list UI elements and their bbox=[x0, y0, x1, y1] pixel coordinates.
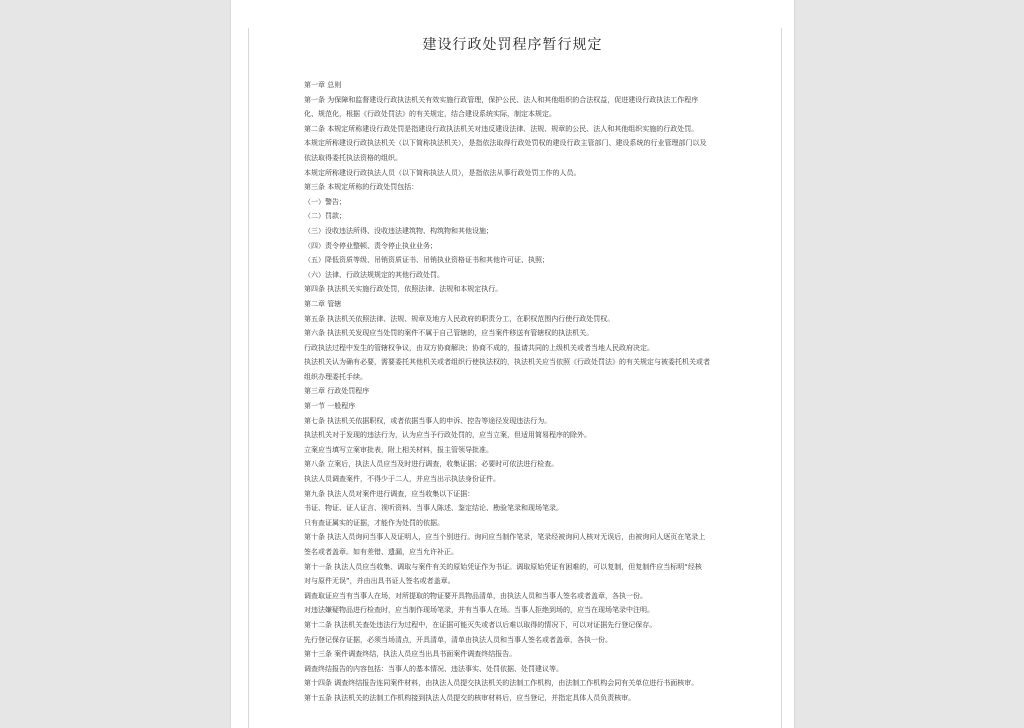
document-line: 第八条 立案后，执法人员应当及时进行调查，收集证据；必要时可依法进行检查。 bbox=[304, 460, 559, 469]
page-margin-line-left bbox=[248, 28, 249, 728]
document-line: （四）责令停业整顿、责令停止执业业务； bbox=[304, 241, 437, 250]
document-line: 第四条 执法机关实施行政处罚，依照法律、法规和本规定执行。 bbox=[304, 285, 503, 294]
document-line: 执法机关对于发现的违法行为，认为应当予行政处罚的，应当立案，但适用简易程序的除外。 bbox=[304, 431, 591, 440]
document-line: 书证、物证、证人证言、视听资料、当事人陈述、鉴定结论、勘验笔录和现场笔录。 bbox=[304, 504, 563, 513]
document-title: 建设行政处罚程序暂行规定 bbox=[422, 37, 603, 53]
document-line: 第十三条 案件调查终结，执法人员应当出具书面案件调查终结报告。 bbox=[304, 650, 517, 659]
document-line: 第十二条 执法机关查处违法行为过程中，在证据可能灭失或者以后难以取得的情况下，可以对证据先行登记保存。 bbox=[304, 620, 657, 629]
document-line: 本规定所称建设行政执法人员（以下简称执法人员），是指依法从事行政处罚工作的人员。 bbox=[304, 168, 581, 177]
document-line: 执法机关认为确有必要，需要委托其他机关或者组织行使执法权的，执法机关应当依照《行政处罚法》的有关规定与被委托机关或者 bbox=[304, 358, 710, 367]
document-line: 第十一条 执法人员应当收集、调取与案件有关的原始凭证作为书证。调取原始凭证有困难的，可以复制，但复制件应当标明“经核 bbox=[304, 562, 702, 571]
document-line: 只有查证属实的证据，才能作为处罚的依据。 bbox=[304, 518, 444, 527]
document-line: 第二条 本规定所称建设行政处罚是指建设行政执法机关对违反建设法律、法规、规章的公民、法人和其他组织实施的行政处罚。 bbox=[304, 124, 699, 133]
document-line: 第十四条 调查终结报告连同案件材料，由执法人员提交执法机关的法制工作机构，由法制工作机构会同有关单位进行书面核审。 bbox=[304, 679, 699, 688]
document-line: （二）罚款； bbox=[304, 212, 346, 221]
document-line: 第二章 管辖 bbox=[304, 299, 342, 308]
document-line: 执法人员调查案件，不得少于二人，并应当出示执法身份证件。 bbox=[304, 475, 500, 484]
document-line: 行政执法过程中发生的管辖权争议，由双方协商解决；协商不成的，报请共同的上级机关或者当地人民政府决定。 bbox=[304, 343, 654, 352]
document-line: 依法取得委托执法资格的组织。 bbox=[304, 153, 402, 162]
document-line: （五）降低资质等级、吊销资质证书、吊销执业资格证书和其他许可证、执照； bbox=[304, 256, 549, 265]
document-body bbox=[304, 78, 744, 706]
document-line: 调查取证应当有当事人在场，对所提取的物证要开具物品清单，由执法人员和当事人签名或者盖章，各执一份。 bbox=[304, 591, 647, 600]
document-line: 第十条 执法人员询问当事人及证明人，应当个别进行。询问应当制作笔录，笔录经被询问人核对无误后，由被询问人逐页在笔录上 bbox=[304, 533, 706, 542]
document-line: 调查终结报告的内容包括：当事人的基本情况、违法事实、处罚依据、处罚建议等。 bbox=[304, 664, 563, 673]
document-line: 化、规范化，根据《行政处罚法》的有关规定，结合建设系统实际，制定本规定。 bbox=[304, 110, 556, 119]
document-line: 第九条 执法人员对案件进行调查，应当收集以下证据： bbox=[304, 489, 475, 498]
document-line: 第一章 总则 bbox=[304, 81, 342, 89]
document-line: 第三章 行政处罚程序 bbox=[304, 387, 370, 396]
document-line: 第一条 为保障和监督建设行政执法机关有效实施行政管理，保护公民、法人和其他组织的合法权益，促进建设行政执法工作程序 bbox=[304, 95, 699, 104]
document-line: 第一节 一般程序 bbox=[304, 402, 356, 411]
document-line: 先行登记保存证据，必须当场清点，开具清单，清单由执法人员和当事人签名或者盖章，各执一份。 bbox=[304, 635, 612, 644]
document-line: 本规定所称建设行政执法机关（以下简称执法机关），是指依法取得行政处罚权的建设行政主管部门、建设系统的行业管理部门以及 bbox=[304, 139, 707, 148]
document-line: 对与原件无误”，并由出具书证人签名或者盖章。 bbox=[304, 577, 455, 586]
document-line: 签名或者盖章。如有差错、遗漏，应当允许补正。 bbox=[304, 548, 458, 556]
document-line: 组织办理委托手续。 bbox=[304, 372, 367, 381]
document-line: （一）警告； bbox=[304, 197, 346, 206]
document-line: 第三条 本规定所称的行政处罚包括： bbox=[304, 183, 419, 192]
document-line: 第五条 执法机关依照法律、法规、规章及地方人民政府的职责分工，在职权范围内行使行政处罚权。 bbox=[304, 314, 615, 323]
document-line: 第六条 执法机关发现应当处罚的案件不属于自己管辖的，应当案件移送有管辖权的执法机关。 bbox=[304, 329, 594, 338]
document-page bbox=[231, 0, 794, 728]
document-line: 第七条 执法机关依据职权，或者依据当事人的申诉、控告等途径发现违法行为。 bbox=[304, 416, 552, 425]
document-line: 第十五条 执法机关的法制工作机构接到执法人员提交的核审材料后，应当登记，并指定具体人员负责核审。 bbox=[304, 693, 636, 702]
page-margin-line-right bbox=[781, 28, 782, 728]
document-line: 立案应当填写立案审批表，附上相关材料，报主管领导批准。 bbox=[304, 445, 493, 454]
document-line: （三）没收违法所得、没收违法建筑物、构筑物和其他设施； bbox=[304, 226, 493, 235]
document-line: （六）法律、行政法规规定的其他行政处罚。 bbox=[304, 270, 444, 279]
document-line: 对违法嫌疑物品进行检查时，应当制作现场笔录，并有当事人在场。当事人拒绝到场的，应当在现场笔录中注明。 bbox=[304, 606, 654, 615]
